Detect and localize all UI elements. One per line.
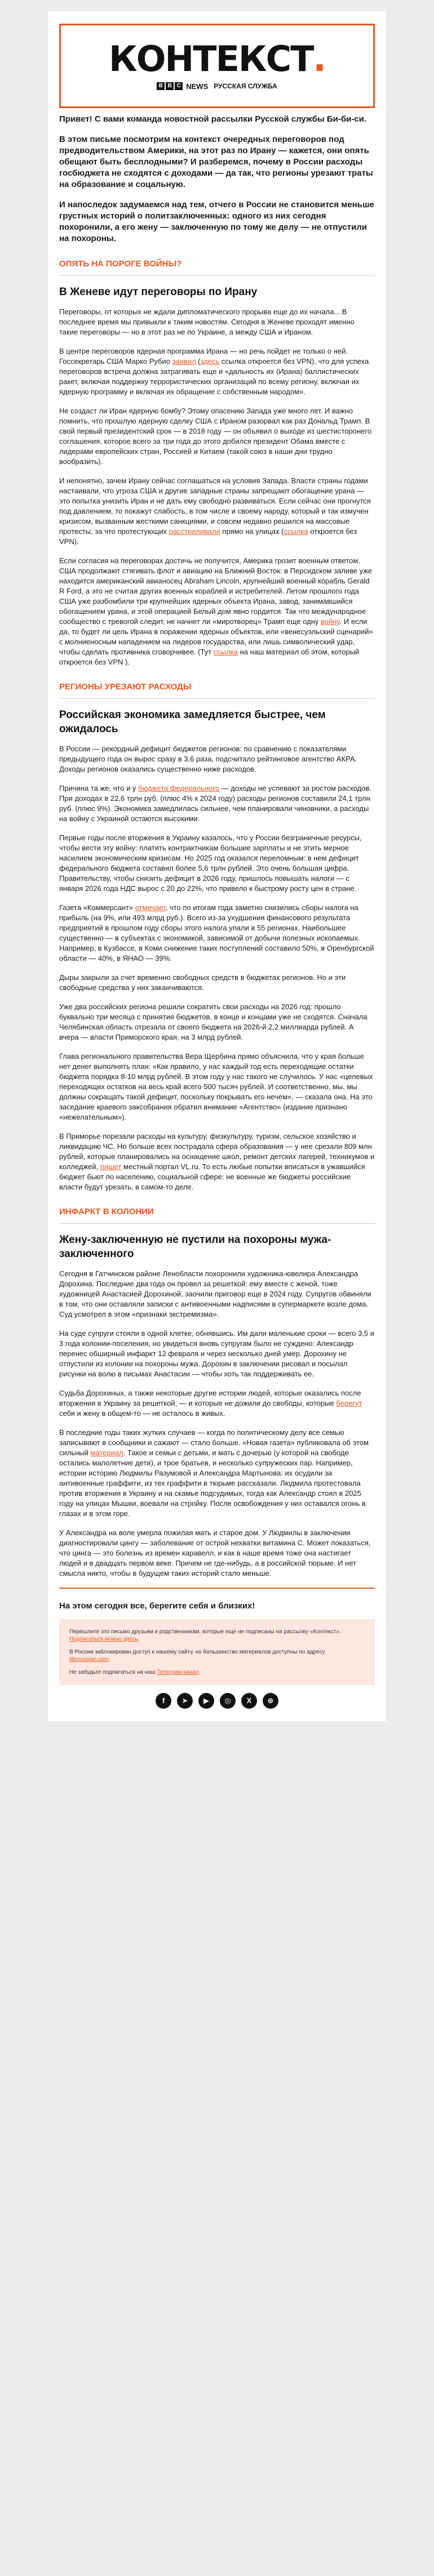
link-material[interactable]: ссылка xyxy=(213,648,238,656)
paragraph: В центре переговоров ядерная программа Ирана — но речь пойдет не только о ней. Госсекретарь США Марко Рубио заявил (здесь ссылка откроется без VPN), что для успеха переговоров встреча должна затрагивать еще и «дальность их (Ирана) баллистических ракет, включая поддержку террористических организаций по всему региону, включая их ядерную программу и включая их обращение с собственным народом». xyxy=(59,347,369,396)
paragraph: В Приморье порезали расходы на культуру, физкультуру, туризм, сельское хозяйство и ликвидацию ЧС. Но больше всех пострадала сфера образования — у нее срезали 809 млн рублей, которые планировались на оснащение школ, ремонт детских лагерей, техникумов и колледжей, пишет местный портал VL.ru. То есть любые попытки вписаться в ужавшийся бюджет бьют по населению, социальной сфере: не военные же бюджеты российские власти будут урезать, в самом-то деле. xyxy=(59,1132,375,1191)
newsletter-body xyxy=(48,108,386,1611)
section-label-regions: РЕГИОНЫ УРЕЗАЮТ РАСХОДЫ xyxy=(59,682,192,692)
link-federal-budget[interactable]: бюджета федерального xyxy=(138,784,220,792)
link-shot[interactable]: расстреливали xyxy=(169,527,220,536)
paragraph: В России — рекордный дефицит бюджетов регионов: по сравнению с показателями предыдущего года он вырос сразу в 3,6 раза, подсчитало рейтинговое агентство АКРА. Доходы регионов оказались существенно ниже расходов. xyxy=(59,745,357,773)
link-writes[interactable]: пишет xyxy=(100,1162,122,1171)
newsletter-footer xyxy=(59,1619,375,1685)
facebook-icon[interactable]: f xyxy=(156,1693,171,1709)
youtube-icon[interactable]: ▶ xyxy=(198,1693,214,1709)
section-title-economy: Российская экономика замедляется быстрее, чем ожидалось xyxy=(59,709,326,735)
greeting: Привет! С вами команда новостной рассылки Русской службы Би-би-си. xyxy=(59,114,367,124)
telegram-icon[interactable]: ➤ xyxy=(177,1693,193,1709)
bbc-news-label: NEWS xyxy=(186,82,209,91)
section-divider xyxy=(59,275,375,276)
paragraph: Причина та же, что и у бюджета федерального — доходы не успевают за ростом расходов. При доходах в 22,6 трлн руб. (плюс 4% к 2024 году) расходы регионов составили 24,1 трлн руб. (плюс 9%). Экономика замедлилась сильнее, чем планировали чиновники, а расходы на войну с Украиной остаются высокими. xyxy=(59,784,371,823)
paragraph: Если согласия на переговорах достичь не получится, Америка грозит военным ответом. США продолжают стягивать флот и авиацию на Ближний Восток: в Персидском заливе уже находится американский авианосец Abraham Lincoln, крупнейший военный корабль Gerald R Ford, а это не считая других военных кораблей и истребителей. Летом прошлого года США уже разбомбили три крупнейших ядерных объекта Ирана, завод, занимавшийся обогащением урана, и этой операцией Белый дом явно гордится. Так что международное сообщество с тревогой следит, не начнет ли «миротворец» Трамп еще одну войну. И если да, то будет ли цель Ирана в поражении ядерных объектов, или «венесуэльский сценарий» с молниеносным нападением на лидеров государства, или лишь символический удар, чтобы сделать противника сговорчивее. (Тут ссылка на наш материал об этом, который откроется без VPN ). xyxy=(59,556,373,666)
closing-text: На этом сегодня все, берегите себя и близких! xyxy=(59,1601,255,1611)
paragraph: И непонятно, зачем Ирану сейчас соглашаться на условия Запада. Власти страны годами настаивали, что угроза США и другие западные страны запрещают обогащение урана — это попытка унизить Иран и не дать ему свободно развиваться. Если сейчас они прогнутся под давлением, то покажут слабость, в том числе и своему народу, который и так измучен кризисом, вызванным жесткими санкциями, и совсем недавно решился на массовые протесты, за что протестующих расстреливали прямо на улицах (ссылка откроется без VPN). xyxy=(59,476,371,546)
paragraph: Глава регионального правительства Вера Щербина прямо объяснила, что у края больше нет денег выполнять план: «Как правило, у нас каждый год есть переходящие остатки бюджета порядка 8-10 млрд рублей. В этом году у нас такого не случилось. У нас «целевых переходящих остатков на весь край всего 500 тысяч рублей. И соответственно, мы, мы должны сокращать такой дефицит, поскольку покрывать его нечем», — сказала она. На это заседание краевого заксобрания обратил внимание «Агентство» (издание признано «нежелательным»). xyxy=(59,1052,373,1121)
link-bbcrussian[interactable]: bbcrussian.com xyxy=(69,1656,109,1663)
intro-lead: В этом письме посмотрим на контекст очередных переговоров под предводительством Америки, на этот раз по Ирану — кажется, они опять обещают быть бесплодными? И разберемся, почему в России расходы госбюджета не сходятся с доходами — да так, что регионы урезают траты на образование и соцальную. xyxy=(59,135,373,189)
logo-wordmark: КОНТЕКСТ. xyxy=(109,38,325,79)
link-reference[interactable]: ссылка xyxy=(284,527,308,536)
footer-blocked-note: В России заблокирован доступ к нашему сайту, но большинство материалов доступны по адресу bbcrussian.com. xyxy=(69,1649,325,1663)
link-here[interactable]: здесь xyxy=(200,357,220,366)
paragraph: На суде супруги стояли в одной клетке, обнявшись. Им дали маленькие сроки — всего 3,5 и 3 года колонии-поселения, но увидеться вновь супругам было не суждено: Александр перенес обширный инфаркт 12 февраля и через несколько дней умер. Дорохину не отпустили из колонии на похороны мужа. Дорохин в заключении рисовал и посылал рисунки на волю в письмах Анастасии — чтобы хоть так поддерживать ее. xyxy=(59,1329,375,1378)
paragraph: Первые годы после вторжения в Украину казалось, что у России безграничные ресурсы, чтобы вести эту войну: платить контрактникам большие зарплаты и не этить мерное насилием экономическим кризисам. Но 2025 год оказался переломным: в нем дефицит федерального бюджета составил более 5,6 трлн рублей. Это очень большая цифра. Правительству, чтобы снизить дефицит в 2026 году, пришлось повышать налоги — с января 2026 года НДС вырос с 20 до 22%, что привело к быстрому росту цен в стране. xyxy=(59,834,362,893)
paragraph: Переговоры, от которых не ждали дипломатического прорыва еще до их начала... В последнее время мы привыкли к таким новостям. Сегодня в Женеве проходят именно такие переговоры — но в этот раз не по Украине, а между США и Ираном. xyxy=(59,307,355,336)
paragraph: В последние годы таких жутких случаев — когда по политическому делу все семью записывают в сообщники и сажают — стало больше. «Новая газета» публиковала об этом сильный материал. Такое и семьи с детьми, и мать с дочерью (у которой на свободе остались малолетние дети), и трое братьев, и несколько супружеских пар. Например, истории историю Людмилы Разумовой и Александра Мартынова: их осудили за антивоенные граффити, из тех граффити в тюрьме рассказали. Людмила протестовала против вторжения в Украину и на скамье подсудимых, тогда как Александр стоял в 2025 году на улицах Мышки, воевали на стройку. После освобождения у них оставался огонь в глазах и в этом горе. xyxy=(59,1428,369,1518)
paragraph: У Александра на воле умерла пожилая мать и старое дом. У Людмилы в заключении диагностировали цингу — заболевание от острой нехватки витамина С. Может показаться, что цинга — это болезнь из времен каравелл, и как в наше время тоже она настигает людей и в двадцать первом веке. Причем не где-нибудь, а в российской тюрьме. И нет смысла никто, чтобы в будущем таких историй стало меньше. xyxy=(59,1528,371,1577)
bbc-logo-icon: B B C xyxy=(157,82,183,90)
section-divider xyxy=(59,1223,375,1224)
intro-extra: И напоследок задумаемся над тем, отчего в России не становится меньше грустных историй о политзаключенных: одного из них сегодня похоронили, а его жену — заключенную по тому же делу — не отпустили на похороны. xyxy=(59,200,374,243)
link-notes[interactable]: отмечает xyxy=(135,903,166,912)
link-telegram-channel[interactable]: Телеграм-канал xyxy=(157,1669,199,1675)
bbc-branding xyxy=(157,82,277,91)
x-icon[interactable]: X xyxy=(241,1693,257,1709)
paragraph: Не создаст ли Иран ядерную бомбу? Этому опасению Запада уже много лет. И важно помнить, что прошлую ядерную сделку США с Ираном разорвал как раз Дональд Трамп. В свой первый президентский срок — в 2018 году — он объявил о выходе из шестисторонего соглашения, которое всего за три года до этого добился президент Обама вместе с лидерами европейских стран, Россией и Китаем (такой союз в наши дни трудно вообразить). xyxy=(59,407,372,466)
link-novaya-material[interactable]: материал xyxy=(90,1449,123,1457)
link-keep[interactable]: берегут xyxy=(336,1399,362,1407)
closing-divider xyxy=(59,1588,375,1589)
newsletter-card xyxy=(48,11,386,1721)
instagram-icon[interactable]: ◎ xyxy=(220,1693,236,1709)
paragraph: Дыры закрыли за счет временно свободных средств в бюджетах регионов. Но и эти свободные средства у них заканчиваются. xyxy=(59,973,346,992)
link-subscribe[interactable]: Подписаться можно здесь xyxy=(69,1636,138,1642)
section-title-funeral: Жену-заключенную не пустили на похороны мужа-заключенного xyxy=(59,1234,331,1260)
paragraph: Судьба Дорохиных, а также некоторые другие истории людей, которые оказались после вторжения в Украину за решеткой, — и которые не дожили до свободы, которые берегут себя и жену в общем-то — не осталось в живых. xyxy=(59,1389,362,1418)
bbc-service-label: РУССКАЯ СЛУЖБА xyxy=(214,82,277,90)
kontekst-logo[interactable] xyxy=(59,24,375,108)
social-links xyxy=(48,1685,386,1721)
newsletter-header xyxy=(48,11,386,108)
paragraph: Уже два российских региона решили сократить свои расходы на 2026 год: прошло буквально три месяца с принятия бюджетов, в конце и концами уже не сходятся. Сначала Челябинская область отрезала от своего бюджета на 2026-й 2,2 миллиарда рублей. А вчера — власти Приморского края, на 3 млрд рублей. xyxy=(59,1002,367,1041)
globe-icon[interactable]: ⊕ xyxy=(263,1693,278,1709)
section-title-iran: В Женеве идут переговоры по Ирану xyxy=(59,286,258,298)
section-divider xyxy=(59,698,375,699)
paragraph: Газета «Коммерсант» отмечает, что по итогам года заметно снизились сборы налога на прибыль (на 9%, или 493 млрд руб.). Всего из-за ухудшения финансового результата предприятий в прошлом году сборы этого налога упали в 55 регионах. Наибольшее существенно — в субъектах с экономикой, зависимой от добычи полезных ископаемых. Например, в Кузбассе, в Коми снижение таких поступлений составило 50%, в Оренбургской области — 40%, в ЯНАО — 39%. xyxy=(59,903,374,962)
footer-telegram-note: Не забудьте подписаться на наш Телеграм-канал. xyxy=(69,1669,201,1675)
footer-forward-note: Перешлите это письмо друзьям и родственникам, которые еще не подписаны на рассылку «Контекст». Подписаться можно здесь. xyxy=(69,1629,341,1642)
section-label-heart-attack: ИНФАРКТ В КОЛОНИИ xyxy=(59,1207,154,1216)
section-label-iran: ОПЯТЬ НА ПОРОГЕ ВОЙНЫ? xyxy=(59,259,182,269)
link-rubio-stated[interactable]: заявил xyxy=(172,357,196,366)
paragraph: Сегодня в Гатчинском районе Ленобласти похоронили художника-ювелира Александра Дорохина. Последние два года он провел за решеткой: ему вместе с женой, тоже художницей Анастасией Дорохиной, заочили приговор еще в 2024 году. Супругов обвиняли в том, что они оставляли записки с антивоенными надписями в супермаркете возле дома. Суд усмотрел в этом «признаки экстремизма». xyxy=(59,1269,371,1318)
link-war[interactable]: войну xyxy=(321,617,340,626)
